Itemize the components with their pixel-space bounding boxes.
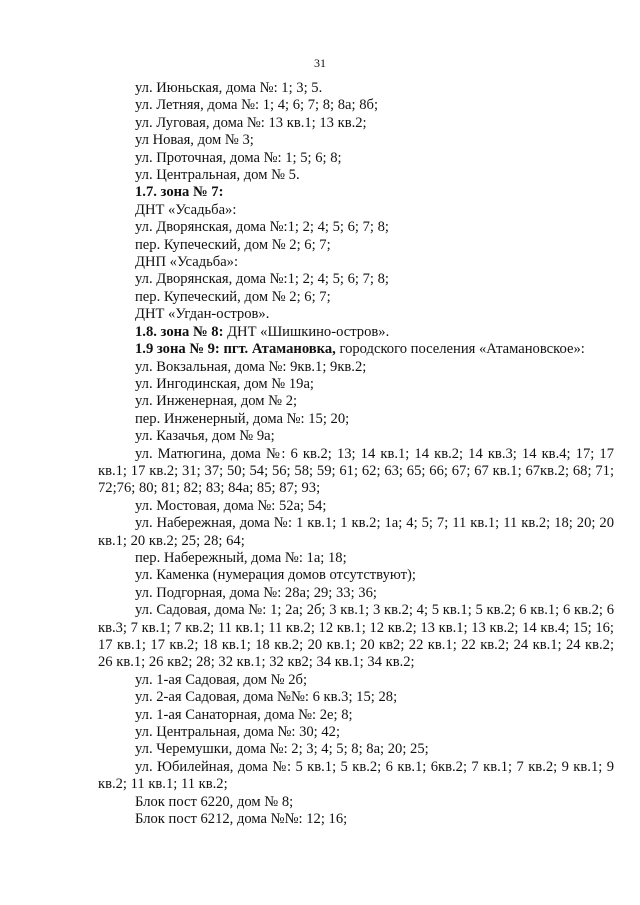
street-line: ул Новая, дом № 3; — [135, 132, 254, 149]
street-line: Блок пост 6212, дома №№: 12; 16; — [135, 811, 348, 828]
street-line: ДНТ «Усадьба»: — [135, 201, 237, 218]
street-line: пер. Купеческий, дом № 2; 6; 7; — [135, 236, 331, 253]
zone-8-heading: 1.8. зона № 8: — [135, 323, 224, 340]
zone-7-heading: 1.7. зона № 7: — [135, 184, 224, 201]
street-line: ул. 2-ая Садовая, дома №№: 6 кв.3; 15; 28; — [135, 689, 398, 706]
street-line: ул. Центральная, дом № 5. — [135, 167, 300, 184]
street-line: пер. Инженерный, дома №: 15; 20; — [135, 410, 350, 427]
street-line: ул. Казачья, дом № 9а; — [135, 428, 275, 445]
street-line: ул. 1-ая Садовая, дом № 2б; — [135, 671, 308, 688]
street-paragraph: ул. Матюгина, дома №: 6 кв.2; 13; 14 кв.1; 14 кв.2; 14 кв.3; 14 кв.4; 17; 17 кв.1; 17 кв.2; 31; 37; 50; 54; 56; 58; 59; 61; 62; 63; 65; 66; 67; 67 кв.1; 67кв.2; 68; 71; 72;76; 80; 81; 82; 83; 84а; 85; 87; 93; — [98, 445, 614, 497]
street-line: пер. Набережный, дома №: 1а; 18; — [135, 549, 347, 566]
street-line: ул. Центральная, дома №: 30; 42; — [135, 724, 341, 741]
street-paragraph: ул. Набережная, дома №: 1 кв.1; 1 кв.2; 1а; 4; 5; 7; 11 кв.1; 11 кв.2; 18; 20; 20 кв.1; 20 кв.2; 25; 28; 64; — [98, 515, 614, 549]
street-line: Блок пост 6220, дом № 8; — [135, 793, 294, 810]
street-line: ул. Мостовая, дома №: 52а; 54; — [135, 497, 327, 514]
document-body — [98, 80, 614, 828]
street-line: ул. Каменка (нумерация домов отсутствуют); — [135, 567, 416, 584]
street-line: ул. Июньская, дома №: 1; 3; 5. — [135, 80, 323, 96]
street-line: ул. Проточная, дома №: 1; 5; 6; 8; — [135, 149, 342, 166]
zone-8-line — [98, 324, 614, 341]
street-paragraph: ул. Юбилейная, дома №: 5 кв.1; 5 кв.2; 6 кв.1; 6кв.2; 7 кв.1; 7 кв.2; 9 кв.1; 9 кв.2; 11 кв.1; 11 кв.2; — [98, 758, 614, 793]
street-line: пер. Купеческий, дом № 2; 6; 7; — [135, 288, 331, 305]
page-number: 31 — [314, 56, 326, 70]
street-line: ДНП «Усадьба»: — [135, 254, 239, 271]
zone-9-text: городского поселения «Атамановское»: — [335, 341, 585, 358]
street-line: ул. Черемушки, дома №: 2; 3; 4; 5; 8; 8а; 20; 25; — [135, 741, 429, 758]
street-line: ул. Подгорная, дома №: 28а; 29; 33; 36; — [135, 584, 377, 601]
street-line: ул. Инженерная, дом № 2; — [135, 393, 298, 410]
street-line: ул. 1-ая Санаторная, дома №: 2е; 8; — [135, 706, 353, 723]
street-line: ул. Дворянская, дома №:1; 2; 4; 5; 6; 7; 8; — [135, 219, 389, 236]
street-line: ул. Вокзальная, дома №: 9кв.1; 9кв.2; — [135, 358, 367, 375]
zone-8-text: ДНТ «Шишкино-остров». — [223, 323, 390, 340]
zone-9-heading: 1.9 зона № 9: пгт. Атамановка, — [135, 341, 336, 358]
street-paragraph: ул. Садовая, дома №: 1; 2а; 2б; 3 кв.1; 3 кв.2; 4; 5 кв.1; 5 кв.2; 6 кв.1; 6 кв.2; 6 кв.3; 7 кв.1; 7 кв.2; 11 кв.1; 11 кв.2; 12 кв.1; 12 кв.2; 13 кв.1; 13 кв.2; 14 кв.4; 15; 16; 17 кв.1; 17 кв.2; 18 кв.1; 18 кв.2; 20 кв.1; 20 кв2; 22 кв.1; 22 кв.2; 24 кв.1; 24 кв.2; 26 кв.1; 26 кв2; 28; 32 кв.1; 32 кв2; 34 кв.1; 34 кв.2; — [98, 602, 614, 671]
street-line: ул. Ингодинская, дом № 19а; — [135, 375, 314, 392]
street-line: ул. Дворянская, дома №:1; 2; 4; 5; 6; 7; 8; — [135, 271, 389, 288]
street-line: ДНТ «Угдан-остров». — [135, 306, 270, 323]
zone-9-line — [98, 341, 614, 358]
street-line: ул. Луговая, дома №: 13 кв.1; 13 кв.2; — [135, 114, 367, 131]
street-line: ул. Летняя, дома №: 1; 4; 6; 7; 8; 8а; 8б; — [135, 97, 379, 114]
